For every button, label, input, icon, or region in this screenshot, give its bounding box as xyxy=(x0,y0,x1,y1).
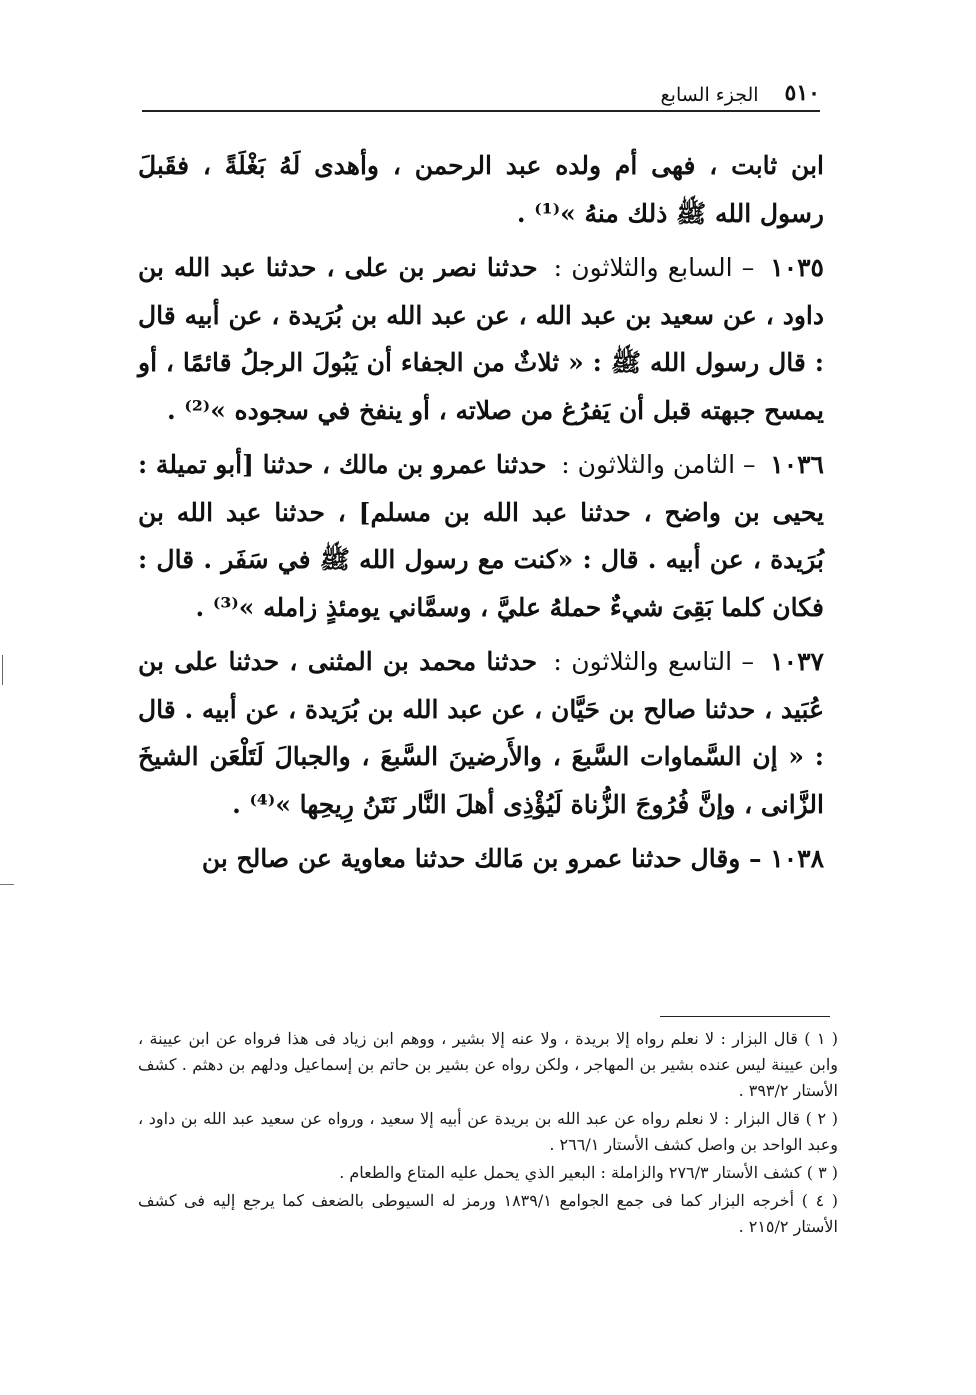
scan-margin-tick xyxy=(0,884,14,885)
hadith-number: ١٠٣٦ xyxy=(770,450,824,479)
page-number: ٥١٠ xyxy=(784,80,820,106)
footnote-4: ( ٤ ) أخرجه البزار كما فى جمع الجوامع ١٨٣٩/١ ورمز له السيوطى بالضعف كما يرجع إليه فى كشف الأستار ٢١٥/٢ . xyxy=(138,1191,839,1236)
hadith-1038 xyxy=(138,835,824,883)
hadith-1037 xyxy=(138,638,824,828)
hadith-1035 xyxy=(138,244,824,434)
hadith-number: ١٠٣٨ xyxy=(770,844,824,873)
footnotes xyxy=(138,1026,838,1242)
hadith-title: – التاسع والثلاثون : xyxy=(553,647,755,676)
hadith-text: حدثنا نصر بن على ، حدثنا عبد الله بن داود ، عن سعيد بن عبد الله ، عن عبد الله بن بُرَيدة ، عن أبيه قال : قال رسول الله ﷺ : « ثلاثٌ من الجفاء أن يَبُولَ الرجلُ قائمًا ، أو يمسح جبهته قبل أن يَفرُغ من صلاته ، أو ينفخ في سجوده »⁽²⁾ . xyxy=(138,253,824,425)
hadith-title: – الثامن والثلاثون : xyxy=(561,450,756,479)
running-title: الجزء السابع xyxy=(660,84,759,106)
main-text xyxy=(138,142,824,890)
footnote-2: ( ٢ ) قال البزار : لا نعلم رواه عن عبد الله بن بريدة عن أبيه إلا سعيد ، ورواه عن سعيد عبد الله بن داود ، وعبد الواحد بن واصل كشف الأستار ٢٦٦/١ . xyxy=(138,1109,839,1154)
page-header xyxy=(142,68,820,112)
footnote-3: ( ٣ ) كشف الأستار ٢٧٦/٣ والزاملة : البعير الذي يحمل عليه المتاع والطعام . xyxy=(339,1163,838,1182)
hadith-text: حدثنا عمرو بن مالك ، حدثنا [أبو تميلة : يحيى بن واضح ، حدثنا عبد الله بن مسلم] ، حدثنا عبد الله بن بُرَيدة ، عن أبيه . قال : «كنت مع رسول الله ﷺ في سَفَر . قال : فكان كلما بَقِىَ شيءٌ حملهُ عليَّ ، وسمَّاني يومئذٍ زامله »⁽³⁾ . xyxy=(138,450,824,622)
footnote-1: ( ١ ) قال البزار : لا نعلم رواه إلا بريدة ، ولا عنه إلا بشير ، ووهم ابن زياد فى هذا فرواه عن ابن عيينة ، وابن عيينة ليس عنده بشير بن المهاجر ، ولكن رواه عن بشير بن حاتم بن إسماعيل ودلهم بن دهثم . كشف الأستار ٣٩٣/٢ . xyxy=(138,1029,839,1100)
hadith-1036 xyxy=(138,441,824,631)
hadith-number: ١٠٣٧ xyxy=(770,647,824,676)
hadith-text: – وقال حدثنا عمرو بن مَالك حدثنا معاوية عن صالح بن xyxy=(201,844,762,873)
hadith-number: ١٠٣٥ xyxy=(770,253,824,282)
hadith-title: – السابع والثلاثون : xyxy=(553,253,755,282)
scan-margin-mark xyxy=(2,655,3,685)
footnote-divider xyxy=(660,1016,830,1017)
paragraph-text: ابن ثابت ، فهى أم ولده عبد الرحمن ، وأهدى لَهُ بَغْلَةً ، فقَبلَ رسول الله ﷺ ذلك منهُ »⁽¹⁾ . xyxy=(138,151,824,228)
hadith-text: حدثنا محمد بن المثنى ، حدثنا على بن عُبَيد ، حدثنا صالح بن حَيَّان ، عن عبد الله بن بُرَيدة ، عن أبيه . قال : « إن السَّماوات السَّبعَ ، والأَرضينَ السَّبعَ ، والجبالَ لَتَلْعَن الشيخَ الزَّانى ، وإنَّ فُرُوجَ الزُّناة لَيُؤْذِى أهلَ النَّار نَتَنُ رِيحِها »⁽⁴⁾ . xyxy=(138,647,824,819)
paragraph-continuation xyxy=(138,142,824,237)
